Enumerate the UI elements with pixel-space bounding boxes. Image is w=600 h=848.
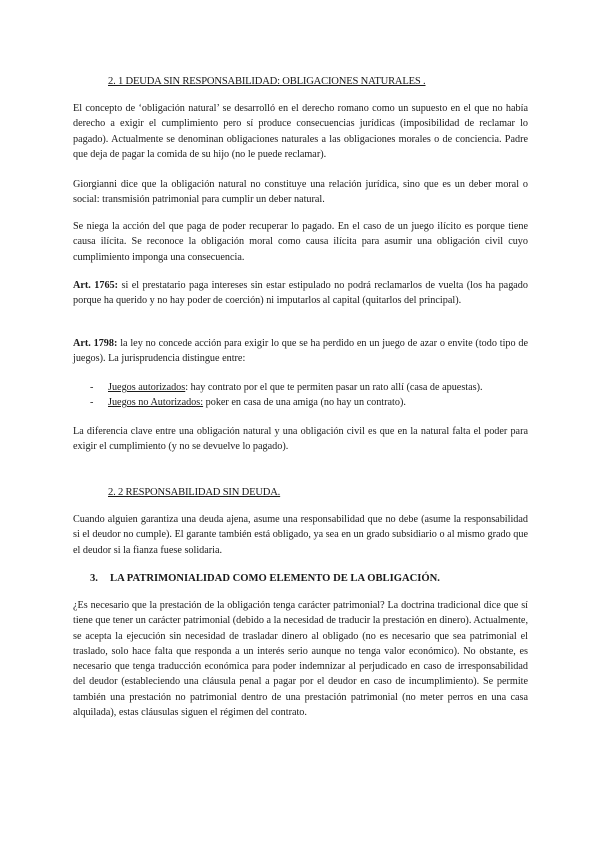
paragraph-action-denied: Se niega la acción del que paga de poder recuperar lo pagado. En el caso de un juego ilícito es porque tiene causa ilícita. Se reconoce la obligación moral como causa ilícita para asumir una obligación civil cuyo cumplimiento imponga una consecuencia. xyxy=(73,221,528,263)
paragraph-art-1765 xyxy=(73,278,528,309)
paragraph-patrimoniality: ¿Es necesario que la prestación de la obligación tenga carácter patrimonial? La doctrina tradicional dice que sí tiene que tener un carácter patrimonial (debido a la necesidad de traducir la prestación en dinero). Actualmente, se acepta la ejecución sin necesidad de trasladar dinero al obligado (no es necesario que sea patrimonial el traslado, solo hace falta que responda a un interés serio aunque no tenga valor económico). No obstante, es necesario que tenga traducción económica para poder indemnizar al perjudicado en caso de irresponsabilidad del deudor (estableciendo una cláusula penal a pagar por el deudor en caso de incumplimiento). Se permite también una prestación no patrimonial dentro de una prestación patrimonial (no meter perros en una casa alquilada), estas cláusulas siguen el régimen del contrato. xyxy=(73,600,528,719)
paragraph-art-1798 xyxy=(73,336,528,367)
art-1765-text: si el prestatario paga intereses sin estar estipulado no podrá reclamarlos de vuelta (los ha pagado porque ha querido y no hay poder de coerción) ni imputarlos al capital (quitarlos del principal). xyxy=(73,280,528,307)
heading-2-2: 2. 2 RESPONSABILIDAD SIN DEUDA. xyxy=(108,487,281,498)
list-dash: - xyxy=(90,397,94,408)
section-3-number: 3. xyxy=(90,573,98,584)
paragraph-giorgianni: Giorgianni dice que la obligación natural no constituye una relación jurídica, sino que es un deber moral o social: transmisión patrimonial para cumplir un deber natural. xyxy=(73,179,528,206)
list-item xyxy=(90,395,406,410)
paragraph-natural-obligation: El concepto de ‘obligación natural’ se desarrolló en el derecho romano como un supuesto en el que no había derecho a exigir el cumplimiento pero sí produce consecuencias jurídicas (imposibilidad de reclamar lo pagado). Actualmente se denominan obligaciones naturales a las obligaciones morales o de conciencia. Padre que deja de pagar la comida de su hijo (no le puede reclamar). xyxy=(73,103,528,160)
list-text: : hay contrato por el que te permiten pasar un rato allí (casa de apuestas). xyxy=(185,382,483,393)
art-1798-label: Art. 1798: xyxy=(73,338,118,349)
art-1765-label: Art. 1765: xyxy=(73,280,119,291)
paragraph-responsibility-without-debt: Cuando alguien garantiza una deuda ajena, asume una responsabilidad que no debe (asume la responsabilidad si el deudor no cumple). El garante también está obligado, ya sea en un grado subsidiario o al mismo grado que el deudor si la fianza fuese solidaria. xyxy=(73,514,528,556)
heading-2-1: 2. 1 DEUDA SIN RESPONSABILIDAD: OBLIGACIONES NATURALES . xyxy=(108,76,426,87)
list-dash: - xyxy=(90,382,94,393)
section-3-heading xyxy=(90,571,440,586)
list-term: Juegos autorizados xyxy=(108,382,186,393)
art-1798-text: la ley no concede acción para exigir lo que se ha perdido en un juego de azar o envite (todo tipo de juegos). La jurisprudencia distingue entre: xyxy=(73,338,528,365)
list-item xyxy=(90,380,483,395)
list-term: Juegos no Autorizados: xyxy=(108,397,204,408)
paragraph-key-difference: La diferencia clave entre una obligación natural y una obligación civil es que en la natural falta el poder para exigir el cumplimiento (y no se devuelve lo pagado). xyxy=(73,426,528,453)
section-3-title: LA PATRIMONIALIDAD COMO ELEMENTO DE LA OBLIGACIÓN. xyxy=(110,573,440,584)
list-text: poker en casa de una amiga (no hay un contrato). xyxy=(203,397,406,408)
